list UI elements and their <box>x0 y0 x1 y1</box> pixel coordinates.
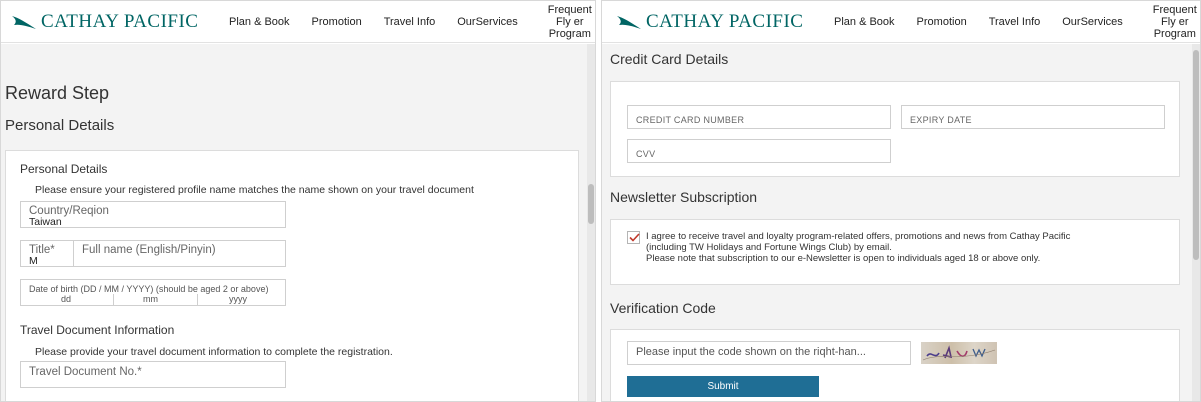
scrollbar[interactable] <box>587 44 595 401</box>
left-browser-pane <box>0 0 596 402</box>
nav-promotion[interactable]: Promotion <box>916 16 967 28</box>
nav-promotion[interactable]: Promotion <box>311 16 362 28</box>
dob-yyyy[interactable]: yyyy <box>229 294 247 304</box>
captcha-glyphs-icon <box>921 342 997 364</box>
scroll-thumb[interactable] <box>588 184 594 224</box>
dob-divider <box>197 294 198 305</box>
page-title: Reward Step <box>5 83 110 103</box>
main-nav <box>834 1 1201 43</box>
submit-button[interactable]: Submit <box>627 376 819 397</box>
cvv-placeholder: CVV <box>636 149 656 159</box>
site-header <box>602 1 1200 43</box>
credit-card-card <box>610 81 1180 177</box>
section-title: Personal Details <box>5 117 115 134</box>
country-field[interactable] <box>20 201 286 228</box>
title-value: M <box>29 255 38 267</box>
nav-travel-info[interactable]: Travel Info <box>988 16 1041 28</box>
credit-card-heading: Credit Card Details <box>610 51 729 67</box>
newsletter-checkbox[interactable] <box>627 231 640 244</box>
verification-card <box>610 329 1180 402</box>
dob-divider <box>113 294 114 305</box>
verification-code-input[interactable] <box>627 341 911 365</box>
travel-doc-note: Please provide your travel document information to complete the registration. <box>35 346 393 358</box>
nav-frequent-flyer[interactable]: Frequent Fly er Program <box>547 4 592 40</box>
scrollbar[interactable] <box>1192 44 1200 401</box>
brand-name: CATHAY PACIFIC <box>646 11 804 32</box>
main-nav <box>229 1 596 43</box>
profile-name-note: Please ensure your registered profile name matches the name shown on your travel document <box>35 184 474 196</box>
newsletter-card <box>610 219 1180 285</box>
cathay-logo[interactable] <box>11 11 198 33</box>
brushwing-logo-icon <box>11 12 37 32</box>
scroll-thumb[interactable] <box>1193 50 1199 260</box>
consent-line-2: (including TW Holidays and Fortune Wings Club) by email. <box>646 242 892 253</box>
dob-field[interactable] <box>20 279 286 306</box>
travel-doc-number-input[interactable] <box>20 361 286 388</box>
name-fields-group <box>20 240 286 267</box>
dob-label: Date of birth (DD / MM / YYYY) (should be aged 2 or above) <box>29 284 269 294</box>
nav-our-services[interactable]: OurServices <box>1062 16 1123 28</box>
personal-details-heading: Personal Details <box>20 162 108 176</box>
checkmark-icon <box>629 232 640 243</box>
country-value: Taiwan <box>29 216 62 228</box>
newsletter-consent-text <box>646 231 1171 264</box>
dob-dd[interactable]: dd <box>61 294 72 304</box>
brushwing-logo-icon <box>616 12 642 32</box>
expiry-date-input[interactable] <box>901 105 1165 129</box>
travel-doc-label: Travel Document No.* <box>29 366 142 378</box>
nav-frequent-flyer[interactable]: Frequent Fly er Program <box>1152 4 1197 40</box>
brand-name: CATHAY PACIFIC <box>41 11 199 32</box>
consent-line-3: Please note that subscription to our e-Newsletter is open to individuals aged 18 or above only. <box>646 253 1041 264</box>
nav-plan-book[interactable]: Plan & Book <box>834 16 895 28</box>
verification-placeholder: Please input the code shown on the riqht-han... <box>636 346 866 358</box>
captcha-image <box>921 342 997 364</box>
cathay-logo[interactable] <box>616 11 803 33</box>
fullname-input[interactable] <box>74 241 285 266</box>
right-browser-pane <box>601 0 1201 402</box>
dob-mm[interactable]: mm <box>143 294 158 304</box>
nav-plan-book[interactable]: Plan & Book <box>229 16 290 28</box>
site-header <box>1 1 595 43</box>
nav-travel-info[interactable]: Travel Info <box>383 16 436 28</box>
card-number-placeholder: CREDIT CARD NUMBER <box>636 115 745 125</box>
country-label: Country/Reqion <box>29 205 109 217</box>
fullname-label: Full name (English/Pinyin) <box>82 244 216 256</box>
expiry-placeholder: EXPIRY DATE <box>910 115 972 125</box>
travel-doc-heading: Travel Document Information <box>20 323 175 337</box>
newsletter-heading: Newsletter Subscription <box>610 189 758 205</box>
consent-line-1: I agree to receive travel and loyalty program-related offers, promotions and news from Cathay Pacific <box>646 231 1071 242</box>
verification-heading: Verification Code <box>610 300 716 316</box>
nav-our-services[interactable]: OurServices <box>457 16 518 28</box>
card-number-input[interactable] <box>627 105 891 129</box>
personal-details-card <box>5 150 579 402</box>
title-label: Title* <box>29 244 55 256</box>
cvv-input[interactable] <box>627 139 891 163</box>
title-select[interactable] <box>21 241 73 266</box>
